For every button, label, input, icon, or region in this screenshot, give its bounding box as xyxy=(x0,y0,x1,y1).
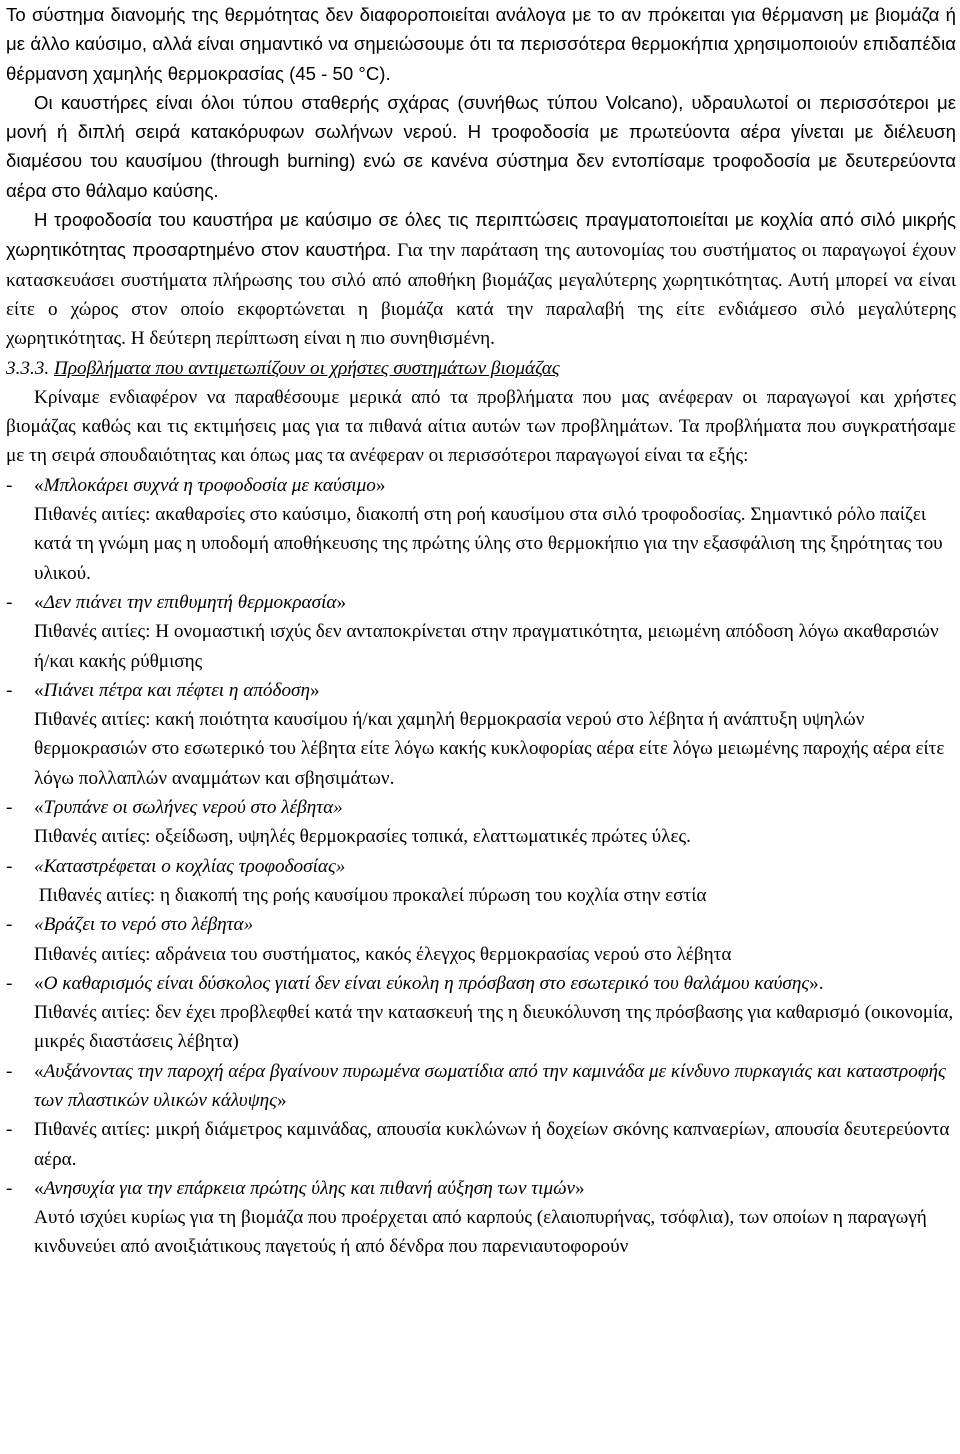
paragraph-fuel-feed-part2: Για την παράταση της αυτονομίας του συστήματος οι παραγωγοί έχουν κατασκευάσει συστήματα πλήρωσης του σιλό από αποθήκη βιομάζας μεγαλύτερης χωρητικότητας. Αυτή μπορεί να είναι είτε ο χώρος στον οποίο εκφορτώνεται η βιομάζα κατά την παραλαβή της είτε ενδιάμεσο σιλό μεγαλύτερης χωρητικότητας. Η δεύτερη περίπτωση είναι η πιο συνηθισμένη. xyxy=(6,240,956,350)
list-item xyxy=(6,852,956,911)
problem-causes: Αυτό ισχύει κυρίως για τη βιομάζα που προέρχεται από καρπούς (ελαιοπυρήνας, τσόφλια), των οποίων η παραγωγή κινδυνεύει από ανοιξιάτικους παγετούς ή από δένδρα που παρενιαυτοφορούν xyxy=(34,1207,927,1258)
list-item xyxy=(6,793,956,852)
list-item xyxy=(6,1115,956,1174)
quote-open: « xyxy=(34,474,44,496)
problem-text: Καταστρέφεται ο κοχλίας τροφοδοσίας xyxy=(43,855,336,877)
quote-close: » xyxy=(333,797,343,819)
paragraph-boilers-part2: Η τροφοδοσία με πρωτεύοντα αέρα γίνεται με διέλευση διαμέσου του καυσίμου (through burning) ενώ σε κανένα σύστημα δεν εντοπίσαμε τροφοδοσία με δευτερεύοντα αέρα στο θάλαμο καύσης. xyxy=(6,121,956,201)
list-dash: - xyxy=(6,1177,13,1199)
list-item xyxy=(6,969,956,1057)
paragraph-fuel-feed-part1: Η τροφοδοσία του καυστήρα με καύσιμο σε όλες τις περιπτώσεις πραγματοποιείται με κοχλία από σιλό μικρής χωρητικότητας προσαρτημένο στον καυστήρα. xyxy=(6,209,956,261)
list-item xyxy=(6,676,956,793)
problem-title xyxy=(34,1174,956,1203)
problem-causes: Πιθανές αιτίες: η διακοπή της ροής καυσίμου προκαλεί πύρωση του κοχλία στην εστία xyxy=(34,884,707,906)
quote-open: « xyxy=(34,591,44,613)
problem-title xyxy=(34,793,956,822)
problem-causes: Πιθανές αιτίες: οξείδωση, υψηλές θερμοκρασίες τοπικά, ελαττωματικές πρώτες ύλες. xyxy=(34,826,691,848)
problem-text: Βράζει το νερό στο λέβητα xyxy=(43,914,244,936)
paragraph-boilers-part1: Οι καυστήρες είναι όλοι τύπου σταθερής σχάρας (συνήθως τύπου Volcano), υδραυλωτοί οι περισσότεροι με μονή ή διπλή σειρά κατακόρυφων σωλήνων νερού. xyxy=(6,91,956,143)
list-item xyxy=(6,1174,956,1262)
section-heading xyxy=(6,354,956,383)
quote-open: « xyxy=(34,855,44,877)
paragraph-fuel-feed xyxy=(6,205,956,353)
problem-text: Αυξάνοντας την παροχή αέρα βγαίνουν πυρωμένα σωματίδια από την καμινάδα με κίνδυνο πυρκαγιάς και καταστροφής των πλαστικών υλικών κάλυψης xyxy=(34,1060,946,1111)
list-dash: - xyxy=(6,1119,13,1141)
problem-title xyxy=(34,471,956,500)
problem-title xyxy=(34,852,956,881)
list-dash: - xyxy=(6,972,13,994)
paragraph-heat-distribution: Το σύστημα διανομής της θερμότητας δεν διαφοροποιείται ανάλογα με το αν πρόκειται για θέρμανση με βιομάζα ή με άλλο καύσιμο, αλλά είναι σημαντικό να σημειώσουμε ότι τα περισσότερα θερμοκήπια χρησιμοποιούν επιδαπέδια θέρμανση χαμηλής θερμοκρασίας (45 - 50 °C). xyxy=(6,4,956,84)
list-dash: - xyxy=(6,914,13,936)
list-dash: - xyxy=(6,591,13,613)
list-item xyxy=(6,588,956,676)
quote-close: » xyxy=(310,679,320,701)
quote-open: « xyxy=(34,679,44,701)
list-dash: - xyxy=(6,1060,13,1082)
problem-title xyxy=(34,910,956,939)
quote-open: « xyxy=(34,797,44,819)
list-item xyxy=(6,910,956,969)
problem-title xyxy=(34,676,956,705)
quote-close: ». xyxy=(809,972,824,994)
list-dash: - xyxy=(6,797,13,819)
problem-text: Ανησυχία για την επάρκεια πρώτης ύλης και πιθανή αύξηση των τιμών xyxy=(43,1177,576,1199)
section-number: 3.3.3. xyxy=(6,357,54,379)
list-dash: - xyxy=(6,679,13,701)
problem-causes: Πιθανές αιτίες: ακαθαρσίες στο καύσιμο, διακοπή στη ροή καυσίμου στα σιλό τροφοδοσίας. Σημαντικό ρόλο παίζει κατά τη γνώμη μας η υποδομή αποθήκευσης της πρώτης ύλης στο θερμοκήπιο για την εξασφάλιση της ξηρότητας του υλικού. xyxy=(34,504,943,584)
list-dash: - xyxy=(6,855,13,877)
quote-close: » xyxy=(335,855,346,877)
section-title: Προβλήματα που αντιμετωπίζουν οι χρήστες συστημάτων βιομάζας xyxy=(53,357,560,379)
problem-causes: Πιθανές αιτίες: μικρή διάμετρος καμινάδας, απουσία κυκλώνων ή δοχείων σκόνης καπναερίων, απουσία δευτερεύοντα αέρα. xyxy=(34,1119,950,1170)
problem-text: Τρυπάνε οι σωλήνες νερού στο λέβητα xyxy=(43,797,334,819)
quote-open: « xyxy=(34,1060,44,1082)
quote-close: » xyxy=(336,591,347,613)
quote-open: « xyxy=(34,914,44,936)
problem-title xyxy=(34,588,956,617)
list-item xyxy=(6,471,956,588)
problem-causes: Πιθανές αιτίες: δεν έχει προβλεφθεί κατά την κατασκευή της η διευκόλυνση της πρόσβασης για καθαρισμό (οικονομία, μικρές διαστάσεις λέβητα) xyxy=(34,1002,954,1053)
quote-close: » xyxy=(375,474,386,496)
quote-open: « xyxy=(34,972,44,994)
quote-close: » xyxy=(243,914,254,936)
problem-text: Πιάνει πέτρα και πέφτει η απόδοση xyxy=(43,679,311,701)
problem-causes: Πιθανές αιτίες: Η ονομαστική ισχύς δεν ανταποκρίνεται στην πραγματικότητα, μειωμένη απόδοση λόγω ακαθαρσιών ή/και κακής ρύθμισης xyxy=(34,621,939,672)
problem-title xyxy=(34,969,956,998)
problem-title xyxy=(34,1057,956,1116)
problem-text: Δεν πιάνει την επιθυμητή θερμοκρασία xyxy=(43,591,337,613)
problem-text: Μπλοκάρει συχνά η τροφοδοσία με καύσιμο xyxy=(43,474,376,496)
section-intro: Κρίναμε ενδιαφέρον να παραθέσουμε μερικά από τα προβλήματα που μας ανέφεραν οι παραγωγοί και χρήστες βιομάζας καθώς και τις εκτιμήσεις μας για τα πιθανά αίτια αυτών των προβλημάτων. Τα προβλήματα που συγκρατήσαμε με τη σειρά σπουδαιότητας και όπως μας τα ανέφεραν οι περισσότεροι παραγωγοί είναι τα εξής: xyxy=(6,386,956,467)
list-item xyxy=(6,1057,956,1116)
problem-causes: Πιθανές αιτίες: κακή ποιότητα καυσίμου ή/και χαμηλή θερμοκρασία νερού στο λέβητα ή ανάπτυξη υψηλών θερμοκρασιών στο εσωτερικό του λέβητα είτε λόγω κακής κυκλοφορίας αέρα είτε λόγω μειωμένης παροχής αέρα είτε λόγω πολλαπλών αναμμάτων και σβησιμάτων. xyxy=(34,709,945,789)
problem-causes: Πιθανές αιτίες: αδράνεια του συστήματος, κακός έλεγχος θερμοκρασίας νερού στο λέβητα xyxy=(34,943,732,965)
quote-close: » xyxy=(276,1089,287,1111)
list-dash: - xyxy=(6,474,13,496)
problem-text: Ο καθαρισμός είναι δύσκολος γιατί δεν είναι εύκολη η πρόσβαση στο εσωτερικό του θαλάμου καύσης xyxy=(43,972,810,994)
paragraph-boilers xyxy=(6,88,956,205)
quote-open: « xyxy=(34,1177,44,1199)
quote-close: » xyxy=(575,1177,585,1199)
problems-list xyxy=(6,471,956,1262)
